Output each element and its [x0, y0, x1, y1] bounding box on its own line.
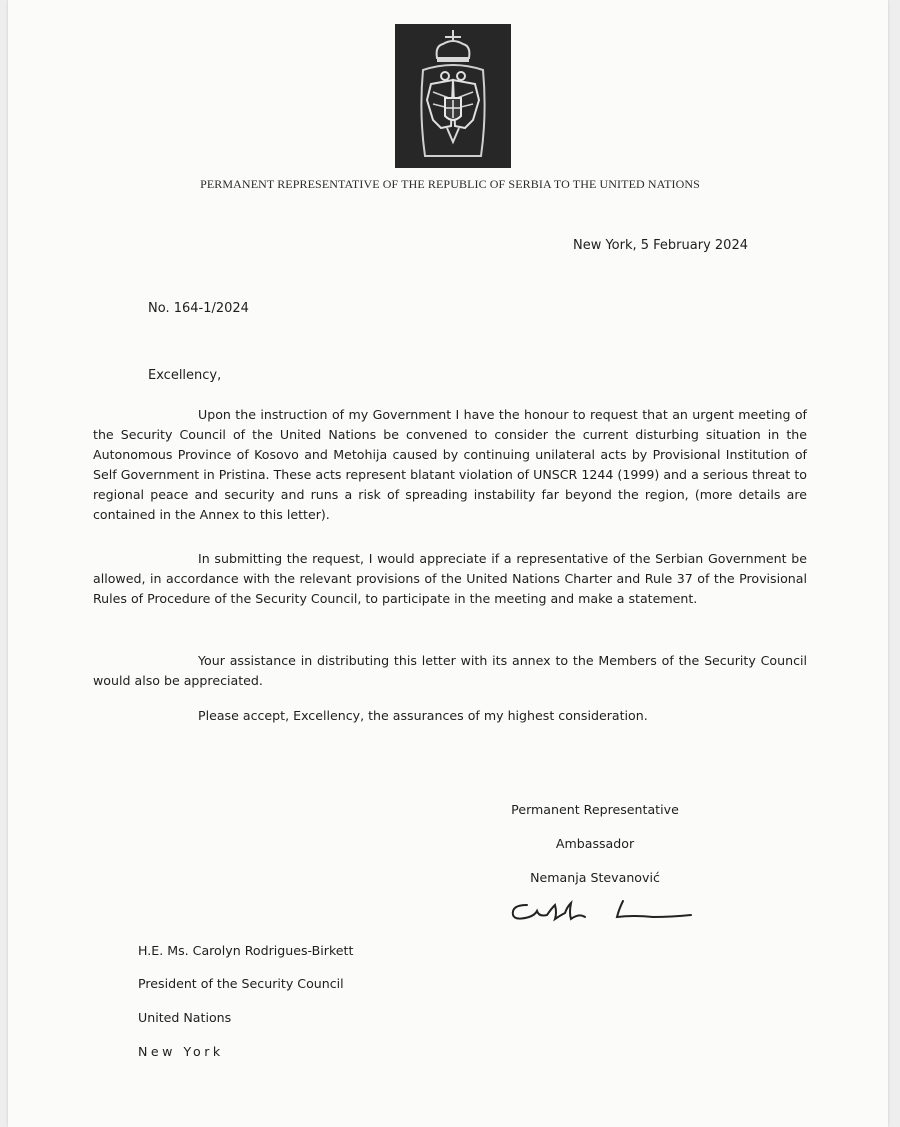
handwritten-signature-icon: [505, 895, 695, 927]
salutation: Excellency,: [148, 368, 222, 383]
addressee-organization: United Nations: [138, 1010, 232, 1025]
signatory-name: Nemanja Stevanović: [530, 870, 660, 885]
closing-line: Please accept, Excellency, the assurances of my highest consideration.: [198, 708, 648, 723]
signatory-title: Permanent Representative: [511, 802, 679, 817]
addressee-city: New York: [138, 1044, 224, 1059]
signatory-rank: Ambassador: [555, 836, 635, 851]
addressee-name: H.E. Ms. Carolyn Rodrigues-Birkett: [138, 943, 354, 958]
body-paragraph-participation: In submitting the request, I would appreciate if a representative of the Serbian Government be allowed, in accordance with the relevant provisions of the United Nations Charter and Rule 37 of the Provisional Rules of Procedure of the Security Council, to participate in the meeting and make a statement.: [93, 551, 807, 606]
coat-of-arms-icon: [395, 24, 511, 168]
letterhead-title: PERMANENT REPRESENTATIVE OF THE REPUBLIC OF SERBIA TO THE UNITED NATIONS: [200, 177, 700, 191]
body-paragraph-request: Upon the instruction of my Government I have the honour to request that an urgent meeting of the Security Council of the United Nations be convened to consider the current disturbing situation in the Autonomous Province of Kosovo and Metohija caused by continuing unilateral acts by Provisional Institution of Self Government in Pristina. These acts represent blatant violation of UNSCR 1244 (1999) and a serious threat to regional peace and security and runs a risk of spreading instability far beyond the region, (more details are contained in the Annex to this letter).: [93, 407, 807, 522]
place-and-date: New York, 5 February 2024: [572, 238, 748, 253]
reference-number: No. 164-1/2024: [148, 301, 249, 316]
body-paragraph-distribution: Your assistance in distributing this letter with its annex to the Members of the Security Council would also be appreciated.: [93, 653, 807, 688]
addressee-position: President of the Security Council: [138, 976, 344, 991]
